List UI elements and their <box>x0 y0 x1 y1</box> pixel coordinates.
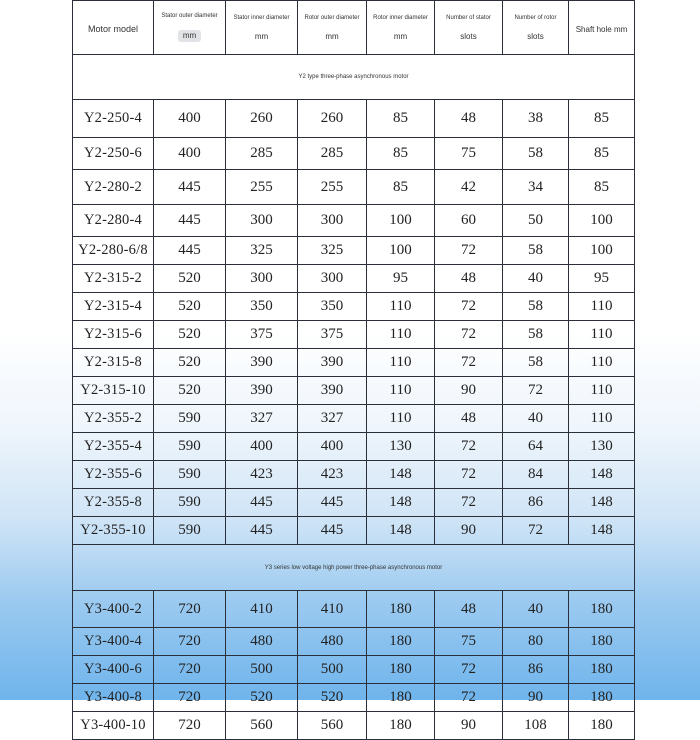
cell-stator-outer: 520 <box>154 377 226 405</box>
cell-stator-slots: 48 <box>435 405 503 433</box>
cell-rotor-slots: 34 <box>503 170 569 205</box>
cell-stator-outer: 590 <box>154 433 226 461</box>
cell-stator-inner: 445 <box>226 489 298 517</box>
cell-shaft-hole: 110 <box>569 321 635 349</box>
header-motor-model: Motor model <box>73 1 154 55</box>
section-title: Y2 type three-phase asynchronous motor <box>73 55 635 100</box>
cell-rotor-inner: 85 <box>367 170 435 205</box>
cell-shaft-hole: 180 <box>569 712 635 740</box>
cell-rotor-inner: 85 <box>367 138 435 170</box>
cell-rotor-inner: 180 <box>367 591 435 628</box>
cell-rotor-slots: 58 <box>503 237 569 265</box>
cell-rotor-inner: 85 <box>367 100 435 138</box>
cell-rotor-slots: 40 <box>503 405 569 433</box>
cell-rotor-outer: 300 <box>298 205 367 237</box>
cell-stator-inner: 410 <box>226 591 298 628</box>
cell-rotor-slots: 84 <box>503 461 569 489</box>
cell-stator-slots: 48 <box>435 100 503 138</box>
cell-rotor-slots: 58 <box>503 293 569 321</box>
cell-rotor-inner: 148 <box>367 517 435 545</box>
cell-rotor-outer: 300 <box>298 265 367 293</box>
motor-spec-table <box>72 0 635 740</box>
cell-rotor-outer: 480 <box>298 628 367 656</box>
cell-shaft-hole: 180 <box>569 591 635 628</box>
cell-stator-inner: 423 <box>226 461 298 489</box>
cell-rotor-outer: 350 <box>298 293 367 321</box>
cell-stator-outer: 445 <box>154 237 226 265</box>
cell-model: Y3-400-10 <box>73 712 154 740</box>
cell-stator-inner: 300 <box>226 205 298 237</box>
cell-shaft-hole: 85 <box>569 138 635 170</box>
table-row <box>73 100 635 138</box>
cell-stator-outer: 520 <box>154 293 226 321</box>
cell-stator-slots: 90 <box>435 712 503 740</box>
cell-rotor-outer: 375 <box>298 321 367 349</box>
cell-rotor-outer: 445 <box>298 517 367 545</box>
table-row <box>73 170 635 205</box>
cell-rotor-inner: 110 <box>367 349 435 377</box>
cell-stator-slots: 72 <box>435 293 503 321</box>
cell-model: Y2-315-2 <box>73 265 154 293</box>
section-row <box>73 55 635 100</box>
cell-rotor-inner: 110 <box>367 377 435 405</box>
cell-rotor-slots: 86 <box>503 489 569 517</box>
cell-stator-inner: 520 <box>226 684 298 712</box>
cell-stator-slots: 72 <box>435 433 503 461</box>
cell-stator-inner: 400 <box>226 433 298 461</box>
cell-stator-outer: 400 <box>154 100 226 138</box>
header-shaft-hole: Shaft hole mm <box>569 1 635 55</box>
cell-rotor-inner: 148 <box>367 489 435 517</box>
cell-stator-outer: 720 <box>154 684 226 712</box>
cell-model: Y2-280-6/8 <box>73 237 154 265</box>
cell-stator-outer: 520 <box>154 321 226 349</box>
cell-model: Y2-315-10 <box>73 377 154 405</box>
cell-shaft-hole: 95 <box>569 265 635 293</box>
cell-stator-inner: 350 <box>226 293 298 321</box>
cell-stator-slots: 42 <box>435 170 503 205</box>
cell-stator-slots: 48 <box>435 265 503 293</box>
cell-rotor-inner: 180 <box>367 684 435 712</box>
cell-shaft-hole: 100 <box>569 237 635 265</box>
cell-rotor-slots: 108 <box>503 712 569 740</box>
section-title: Y3 series low voltage high power three-phase asynchronous motor <box>73 545 635 591</box>
cell-model: Y3-400-4 <box>73 628 154 656</box>
cell-rotor-outer: 423 <box>298 461 367 489</box>
cell-stator-slots: 90 <box>435 517 503 545</box>
cell-rotor-slots: 64 <box>503 433 569 461</box>
table-row <box>73 405 635 433</box>
cell-rotor-outer: 327 <box>298 405 367 433</box>
cell-model: Y2-355-2 <box>73 405 154 433</box>
cell-rotor-inner: 148 <box>367 461 435 489</box>
cell-stator-inner: 327 <box>226 405 298 433</box>
header-rotor-slots: Number of rotor slots <box>503 1 569 55</box>
cell-rotor-inner: 95 <box>367 265 435 293</box>
table-row <box>73 138 635 170</box>
cell-model: Y2-315-6 <box>73 321 154 349</box>
cell-stator-outer: 720 <box>154 712 226 740</box>
header-stator-slots: Number of stator slots <box>435 1 503 55</box>
cell-shaft-hole: 148 <box>569 489 635 517</box>
cell-rotor-slots: 72 <box>503 377 569 405</box>
cell-model: Y3-400-2 <box>73 591 154 628</box>
cell-rotor-outer: 255 <box>298 170 367 205</box>
cell-rotor-slots: 90 <box>503 684 569 712</box>
cell-rotor-inner: 130 <box>367 433 435 461</box>
cell-stator-slots: 72 <box>435 237 503 265</box>
cell-stator-slots: 72 <box>435 489 503 517</box>
cell-stator-outer: 520 <box>154 349 226 377</box>
cell-model: Y2-355-6 <box>73 461 154 489</box>
cell-model: Y2-280-4 <box>73 205 154 237</box>
cell-stator-slots: 48 <box>435 591 503 628</box>
table-row <box>73 517 635 545</box>
cell-shaft-hole: 110 <box>569 377 635 405</box>
cell-shaft-hole: 180 <box>569 684 635 712</box>
cell-stator-slots: 75 <box>435 628 503 656</box>
cell-stator-inner: 300 <box>226 265 298 293</box>
cell-stator-slots: 72 <box>435 461 503 489</box>
cell-rotor-outer: 400 <box>298 433 367 461</box>
cell-rotor-outer: 390 <box>298 349 367 377</box>
cell-model: Y2-280-2 <box>73 170 154 205</box>
cell-stator-outer: 445 <box>154 170 226 205</box>
table-row <box>73 591 635 628</box>
cell-shaft-hole: 148 <box>569 517 635 545</box>
cell-stator-slots: 75 <box>435 138 503 170</box>
cell-stator-inner: 480 <box>226 628 298 656</box>
cell-stator-slots: 72 <box>435 349 503 377</box>
cell-model: Y3-400-8 <box>73 684 154 712</box>
table-row <box>73 293 635 321</box>
cell-rotor-outer: 520 <box>298 684 367 712</box>
cell-stator-inner: 500 <box>226 656 298 684</box>
cell-stator-inner: 260 <box>226 100 298 138</box>
cell-stator-outer: 590 <box>154 461 226 489</box>
cell-model: Y2-250-4 <box>73 100 154 138</box>
cell-rotor-inner: 180 <box>367 712 435 740</box>
cell-model: Y2-315-8 <box>73 349 154 377</box>
cell-rotor-outer: 560 <box>298 712 367 740</box>
cell-rotor-inner: 180 <box>367 628 435 656</box>
cell-shaft-hole: 85 <box>569 170 635 205</box>
cell-stator-inner: 390 <box>226 377 298 405</box>
cell-shaft-hole: 100 <box>569 205 635 237</box>
cell-stator-slots: 72 <box>435 321 503 349</box>
cell-rotor-inner: 110 <box>367 321 435 349</box>
cell-shaft-hole: 180 <box>569 656 635 684</box>
cell-stator-slots: 72 <box>435 656 503 684</box>
cell-rotor-slots: 58 <box>503 321 569 349</box>
cell-stator-inner: 445 <box>226 517 298 545</box>
cell-stator-slots: 60 <box>435 205 503 237</box>
header-row <box>73 1 635 55</box>
table-row <box>73 684 635 712</box>
cell-stator-inner: 560 <box>226 712 298 740</box>
cell-stator-outer: 400 <box>154 138 226 170</box>
header-rotor-outer-diameter: Rotor outer diameter mm <box>298 1 367 55</box>
cell-rotor-slots: 72 <box>503 517 569 545</box>
cell-rotor-slots: 58 <box>503 349 569 377</box>
table-row <box>73 265 635 293</box>
cell-stator-outer: 720 <box>154 656 226 684</box>
cell-rotor-outer: 445 <box>298 489 367 517</box>
table-row <box>73 712 635 740</box>
header-rotor-inner-diameter: Rotor inner diameter mm <box>367 1 435 55</box>
cell-rotor-slots: 86 <box>503 656 569 684</box>
cell-model: Y2-355-4 <box>73 433 154 461</box>
table-row <box>73 628 635 656</box>
cell-rotor-outer: 390 <box>298 377 367 405</box>
table-row <box>73 321 635 349</box>
cell-model: Y2-250-6 <box>73 138 154 170</box>
cell-stator-outer: 590 <box>154 489 226 517</box>
cell-stator-slots: 90 <box>435 377 503 405</box>
cell-rotor-slots: 58 <box>503 138 569 170</box>
table-row <box>73 377 635 405</box>
cell-rotor-slots: 38 <box>503 100 569 138</box>
header-stator-outer-diameter: Stator outer diameter mm <box>154 1 226 55</box>
cell-rotor-outer: 500 <box>298 656 367 684</box>
cell-stator-inner: 285 <box>226 138 298 170</box>
table-row <box>73 349 635 377</box>
cell-stator-inner: 375 <box>226 321 298 349</box>
cell-model: Y3-400-6 <box>73 656 154 684</box>
table-row <box>73 489 635 517</box>
cell-stator-inner: 255 <box>226 170 298 205</box>
cell-shaft-hole: 148 <box>569 461 635 489</box>
cell-rotor-slots: 50 <box>503 205 569 237</box>
cell-rotor-inner: 100 <box>367 237 435 265</box>
header-stator-inner-diameter: Stator inner diameter mm <box>226 1 298 55</box>
cell-stator-inner: 390 <box>226 349 298 377</box>
cell-rotor-slots: 80 <box>503 628 569 656</box>
cell-stator-outer: 445 <box>154 205 226 237</box>
cell-rotor-inner: 100 <box>367 205 435 237</box>
cell-model: Y2-355-8 <box>73 489 154 517</box>
cell-shaft-hole: 110 <box>569 293 635 321</box>
cell-model: Y2-355-10 <box>73 517 154 545</box>
table-row <box>73 656 635 684</box>
table-row <box>73 205 635 237</box>
cell-shaft-hole: 180 <box>569 628 635 656</box>
cell-model: Y2-315-4 <box>73 293 154 321</box>
table-row <box>73 461 635 489</box>
cell-stator-slots: 72 <box>435 684 503 712</box>
cell-stator-outer: 720 <box>154 628 226 656</box>
section-row <box>73 545 635 591</box>
cell-stator-outer: 720 <box>154 591 226 628</box>
cell-rotor-inner: 110 <box>367 293 435 321</box>
cell-rotor-outer: 285 <box>298 138 367 170</box>
cell-rotor-outer: 325 <box>298 237 367 265</box>
cell-rotor-outer: 410 <box>298 591 367 628</box>
cell-rotor-inner: 110 <box>367 405 435 433</box>
cell-stator-outer: 590 <box>154 405 226 433</box>
cell-rotor-slots: 40 <box>503 591 569 628</box>
cell-rotor-slots: 40 <box>503 265 569 293</box>
cell-shaft-hole: 130 <box>569 433 635 461</box>
table-row <box>73 433 635 461</box>
cell-stator-outer: 520 <box>154 265 226 293</box>
cell-stator-outer: 590 <box>154 517 226 545</box>
cell-shaft-hole: 110 <box>569 349 635 377</box>
cell-stator-inner: 325 <box>226 237 298 265</box>
cell-rotor-outer: 260 <box>298 100 367 138</box>
cell-shaft-hole: 85 <box>569 100 635 138</box>
table-row <box>73 237 635 265</box>
cell-rotor-inner: 180 <box>367 656 435 684</box>
cell-shaft-hole: 110 <box>569 405 635 433</box>
